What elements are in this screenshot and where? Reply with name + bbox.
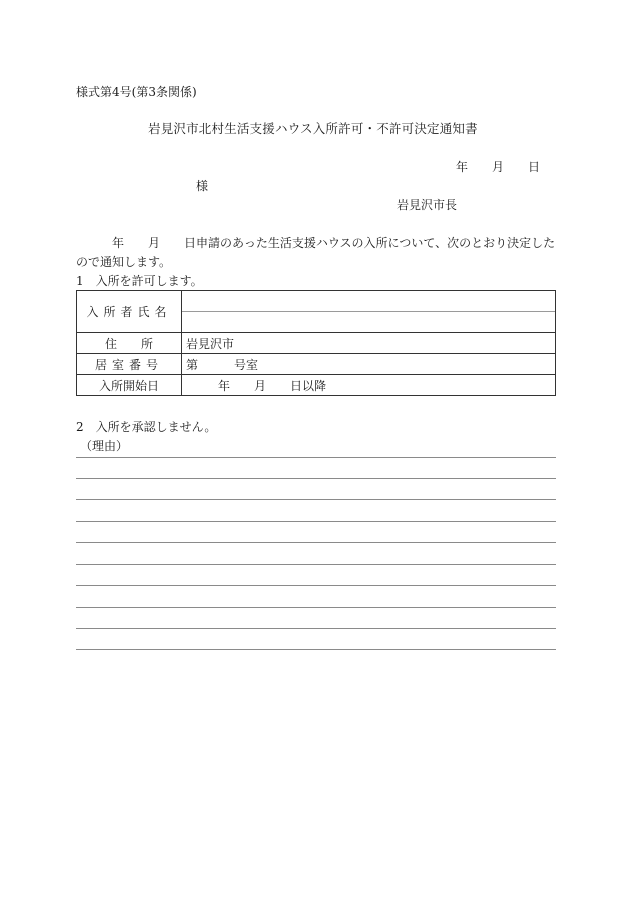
date-year: 年 bbox=[456, 160, 469, 174]
address-label: 住 所 bbox=[104, 336, 153, 351]
table-row bbox=[77, 333, 556, 354]
start-label: 入所開始日 bbox=[98, 378, 159, 393]
reason-line bbox=[76, 649, 556, 650]
start-day: 日以降 bbox=[290, 378, 327, 393]
reason-line bbox=[76, 478, 556, 479]
reason-line bbox=[76, 542, 556, 543]
date-line bbox=[456, 161, 540, 173]
name-label: 入所者氏名 bbox=[86, 305, 172, 319]
reason-line bbox=[76, 585, 556, 586]
table-row bbox=[77, 354, 556, 375]
section-2-heading: 2 入所を承認しません。 bbox=[76, 420, 217, 434]
room-label-cell bbox=[77, 354, 182, 375]
issuer: 岩見沢市長 bbox=[397, 198, 458, 212]
reason-line bbox=[76, 499, 556, 500]
address-value-cell bbox=[182, 333, 556, 354]
start-year: 年 bbox=[218, 378, 231, 393]
reason-line bbox=[76, 628, 556, 629]
intro-line-2: ので通知します。 bbox=[76, 255, 172, 269]
name-inner-rule bbox=[182, 311, 555, 312]
start-value-cell bbox=[182, 375, 556, 396]
document-title: 岩見沢市北村生活支援ハウス入所許可・不許可決定通知書 bbox=[148, 121, 478, 136]
reason-label: （理由） bbox=[80, 439, 129, 453]
address-value: 岩見沢市 bbox=[186, 336, 235, 351]
intro-year: 年 bbox=[112, 236, 125, 250]
date-month: 月 bbox=[492, 160, 505, 174]
intro-month: 月 bbox=[148, 236, 161, 250]
reason-line bbox=[76, 521, 556, 522]
start-label-cell bbox=[77, 375, 182, 396]
name-label-cell bbox=[77, 291, 182, 333]
reason-line bbox=[76, 457, 556, 458]
addressee-suffix: 様 bbox=[196, 179, 209, 193]
section-1-heading: 1 入所を許可します。 bbox=[76, 274, 203, 288]
start-month: 月 bbox=[254, 378, 267, 393]
intro-line-1 bbox=[76, 237, 555, 249]
table-row bbox=[77, 375, 556, 396]
admission-table bbox=[76, 290, 556, 396]
table-row bbox=[77, 291, 556, 333]
date-day: 日 bbox=[528, 160, 541, 174]
address-label-cell bbox=[77, 333, 182, 354]
room-prefix: 第 bbox=[186, 357, 199, 372]
reason-line bbox=[76, 607, 556, 608]
room-label: 居室番号 bbox=[94, 357, 163, 372]
name-value-cell bbox=[182, 291, 556, 333]
room-value-cell bbox=[182, 354, 556, 375]
intro-rest: 日申請のあった生活支援ハウスの入所について、次のとおり決定した bbox=[184, 236, 556, 250]
reason-line bbox=[76, 564, 556, 565]
room-suffix: 号室 bbox=[234, 357, 259, 372]
form-number: 様式第4号(第3条関係) bbox=[76, 85, 197, 99]
